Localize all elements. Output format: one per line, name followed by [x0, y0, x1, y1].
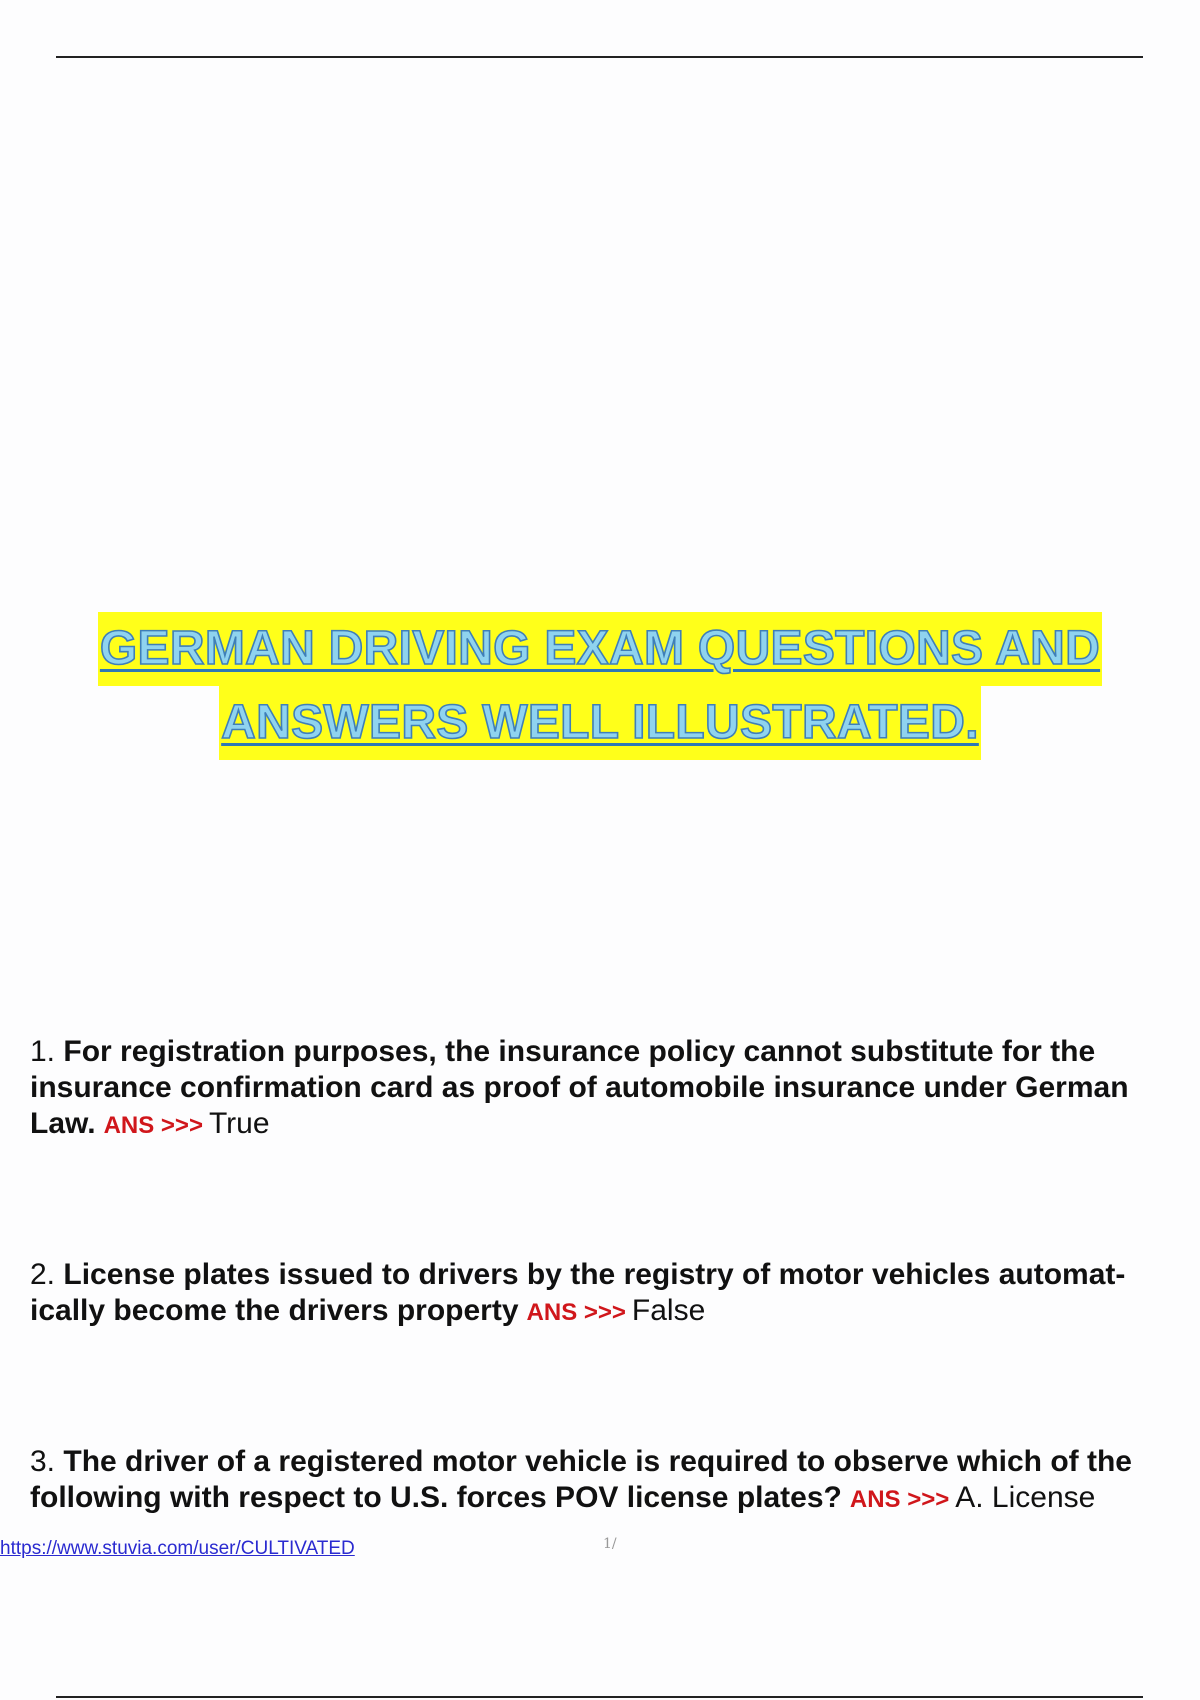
question-text: The driver of a registered motor vehicle is required to observe which of the [63, 1445, 1132, 1478]
question-2-line-2 [30, 1293, 1200, 1331]
footer-link[interactable]: https://www.stuvia.com/user/CULTIVATED [0, 1538, 355, 1559]
document-title [0, 612, 1200, 760]
footer-rule [56, 1696, 1143, 1698]
answer-label: ANS >>> [849, 1486, 950, 1513]
question-2 [30, 1257, 1200, 1331]
answer-text: A. License [955, 1481, 1096, 1514]
question-number: 1. [30, 1035, 56, 1068]
answer-text: True [208, 1107, 270, 1140]
answer-label: ANS >>> [526, 1299, 626, 1326]
question-text: For registration purposes, the insurance policy cannot substitute for the [63, 1035, 1096, 1068]
question-3-line-1 [30, 1444, 1200, 1480]
question-1-line-2: insurance confirmation card as proof of automobile insurance under German [30, 1071, 1129, 1104]
question-3 [30, 1444, 1200, 1518]
question-1-line-3 [30, 1106, 1200, 1144]
answer-label: ANS >>> [103, 1112, 203, 1139]
question-number: 3. [30, 1445, 56, 1478]
answer-text: False [631, 1294, 706, 1327]
question-text: ically become the drivers property [30, 1294, 519, 1327]
page-number: 1/ [603, 1536, 617, 1552]
question-1 [30, 1034, 1200, 1144]
header-rule [56, 56, 1143, 58]
question-text: License plates issued to drivers by the registry of motor vehicles automat- [63, 1258, 1126, 1291]
title-line-2: ANSWERS WELL ILLUSTRATED. [219, 686, 981, 760]
title-line-1: GERMAN DRIVING EXAM QUESTIONS AND [98, 612, 1102, 686]
question-number: 2. [30, 1258, 56, 1291]
question-3-line-2 [30, 1480, 1200, 1518]
question-text: following with respect to U.S. forces POV license plates? [30, 1481, 842, 1514]
question-1-line-1 [30, 1034, 1200, 1070]
question-2-line-1 [30, 1257, 1200, 1293]
question-text: Law. [30, 1107, 96, 1140]
